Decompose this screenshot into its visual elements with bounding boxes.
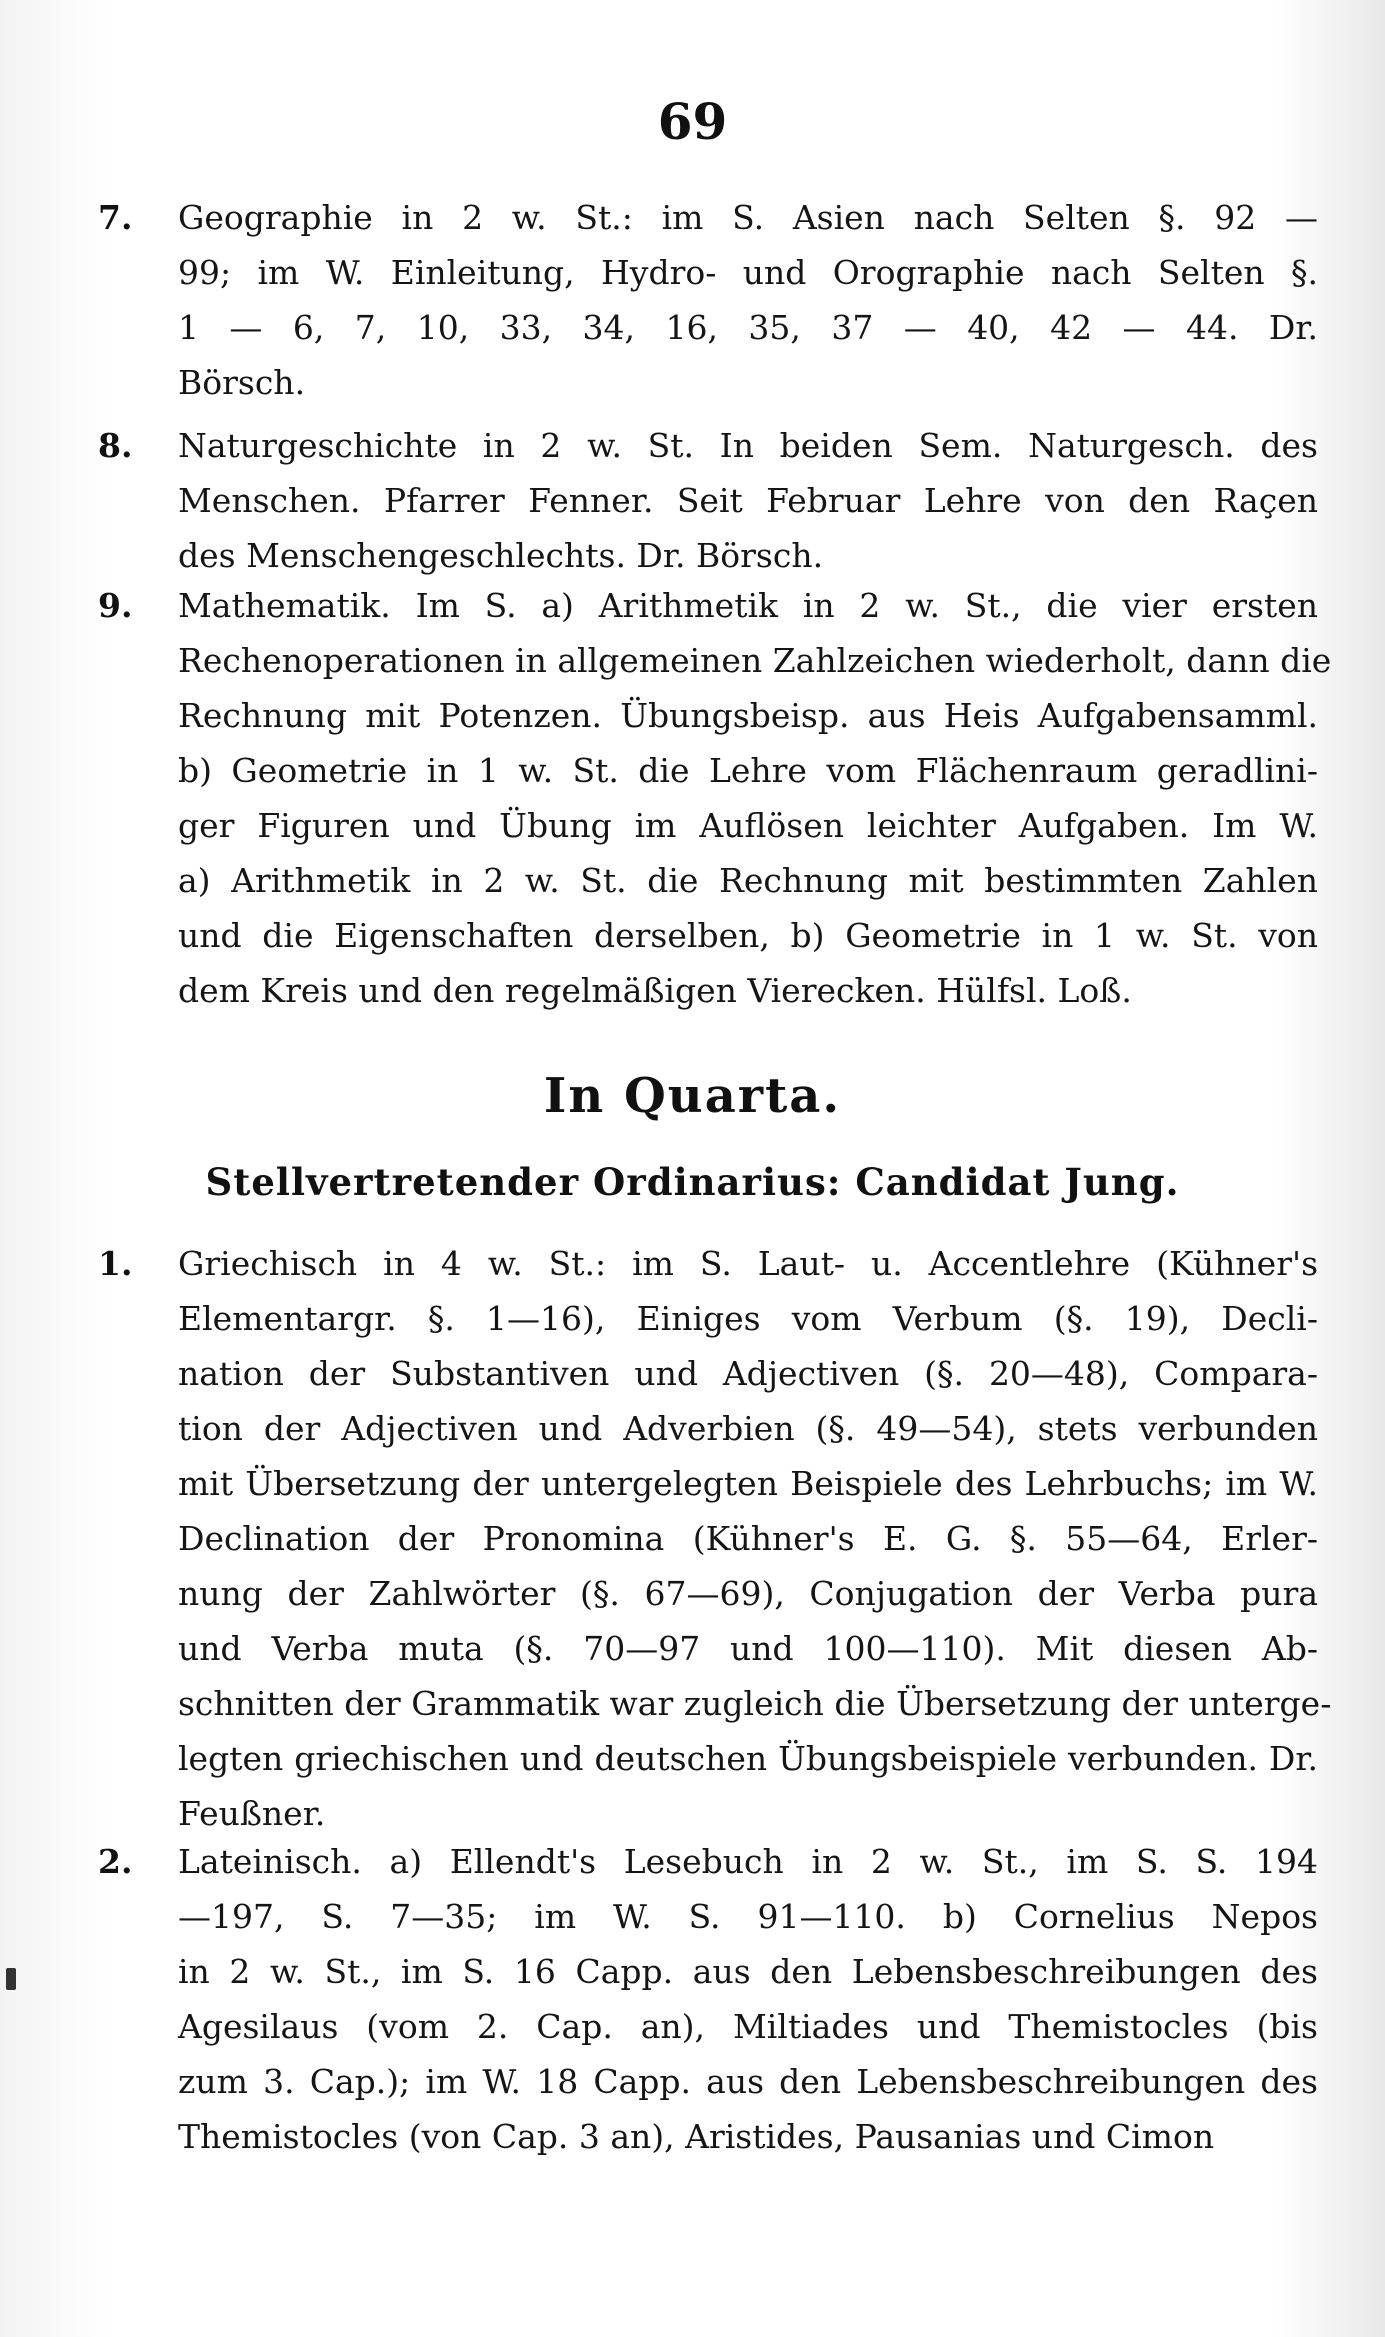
text-line: Declination der Pronomina (Kühner's E. G. §. 55—64, Erler- xyxy=(178,1519,1318,1558)
text-line: Agesilaus (vom 2. Cap. an), Miltiades und Themistocles (bis xyxy=(178,2007,1318,2046)
text-line: 99; im W. Einleitung, Hydro- und Orographie nach Selten §. xyxy=(178,253,1318,292)
text-line: in 2 w. St., im S. 16 Capp. aus den Lebensbeschreibungen des xyxy=(178,1952,1318,1991)
section-subheading: Stellvertretender Ordinarius: Candidat Jung. xyxy=(205,1160,1180,1204)
text-line: zum 3. Cap.); im W. 18 Capp. aus den Lebensbeschreibungen des xyxy=(178,2062,1318,2101)
section-number: 8. xyxy=(98,426,133,465)
text-line: Mathematik. Im S. a) Arithmetik in 2 w. St., die vier ersten xyxy=(178,586,1318,625)
text-line: Elementargr. §. 1—16), Einiges vom Verbum (§. 19), Decli- xyxy=(178,1299,1318,1338)
text-line: Geographie in 2 w. St.: im S. Asien nach Selten §. 92 — xyxy=(178,198,1318,237)
text-line: a) Arithmetik in 2 w. St. die Rechnung mit bestimmten Zahlen xyxy=(178,861,1318,900)
text-line: Feußner. xyxy=(178,1794,326,1833)
section-number: 7. xyxy=(98,198,133,237)
text-line: Griechisch in 4 w. St.: im S. Laut- u. Accentlehre (Kühner's xyxy=(178,1244,1318,1283)
section-8 xyxy=(98,418,1318,583)
text-line: und die Eigenschaften derselben, b) Geometrie in 1 w. St. von xyxy=(178,916,1318,955)
section-9 xyxy=(98,578,1332,1018)
text-line: —197, S. 7—35; im W. S. 91—110. b) Cornelius Nepos xyxy=(178,1897,1318,1936)
text-line: Rechnung mit Potenzen. Übungsbeisp. aus Heis Aufgabensamml. xyxy=(178,696,1318,735)
page-number: 69 xyxy=(657,92,728,151)
page-edge-mark xyxy=(6,1968,16,1990)
text-line: Menschen. Pfarrer Fenner. Seit Februar Lehre von den Raçen xyxy=(178,481,1318,520)
text-line: tion der Adjectiven und Adverbien (§. 49—54), stets verbunden xyxy=(178,1409,1318,1448)
section-7 xyxy=(98,190,1318,410)
text-line: Lateinisch. a) Ellendt's Lesebuch in 2 w. St., im S. S. 194 xyxy=(178,1842,1318,1881)
text-line: mit Übersetzung der untergelegten Beispiele des Lehrbuchs; im W. xyxy=(178,1464,1318,1503)
quarta-section-1 xyxy=(98,1236,1332,1841)
quarta-section-2 xyxy=(98,1834,1318,2164)
text-line: des Menschengeschlechts. Dr. Börsch. xyxy=(178,536,824,575)
text-line: Naturgeschichte in 2 w. St. In beiden Sem. Naturgesch. des xyxy=(178,426,1318,465)
text-line: dem Kreis und den regelmäßigen Vierecken. Hülfsl. Loß. xyxy=(178,971,1132,1010)
section-heading: In Quarta. xyxy=(543,1068,842,1124)
text-line: Börsch. xyxy=(178,363,306,402)
text-line: nation der Substantiven und Adjectiven (§. 20—48), Compara- xyxy=(178,1354,1318,1393)
text-line: legten griechischen und deutschen Übungsbeispiele verbunden. Dr. xyxy=(178,1739,1318,1778)
section-number: 2. xyxy=(98,1842,133,1881)
section-number: 1. xyxy=(98,1244,133,1283)
text-line: Themistocles (von Cap. 3 an), Aristides, Pausanias und Cimon xyxy=(178,2117,1215,2156)
text-line: schnitten der Grammatik war zugleich die Übersetzung der unterge- xyxy=(178,1684,1332,1723)
text-line: und Verba muta (§. 70—97 und 100—110). Mit diesen Ab- xyxy=(178,1629,1318,1668)
text-line: nung der Zahlwörter (§. 67—69), Conjugation der Verba pura xyxy=(178,1574,1318,1613)
text-line: ger Figuren und Übung im Auflösen leichter Aufgaben. Im W. xyxy=(178,806,1318,845)
text-line: 1 — 6, 7, 10, 33, 34, 16, 35, 37 — 40, 42 — 44. Dr. xyxy=(178,308,1318,347)
section-number: 9. xyxy=(98,586,133,625)
text-line: Rechenoperationen in allgemeinen Zahlzeichen wiederholt, dann die xyxy=(178,641,1332,680)
text-line: b) Geometrie in 1 w. St. die Lehre vom Flächenraum geradlini- xyxy=(178,751,1318,790)
